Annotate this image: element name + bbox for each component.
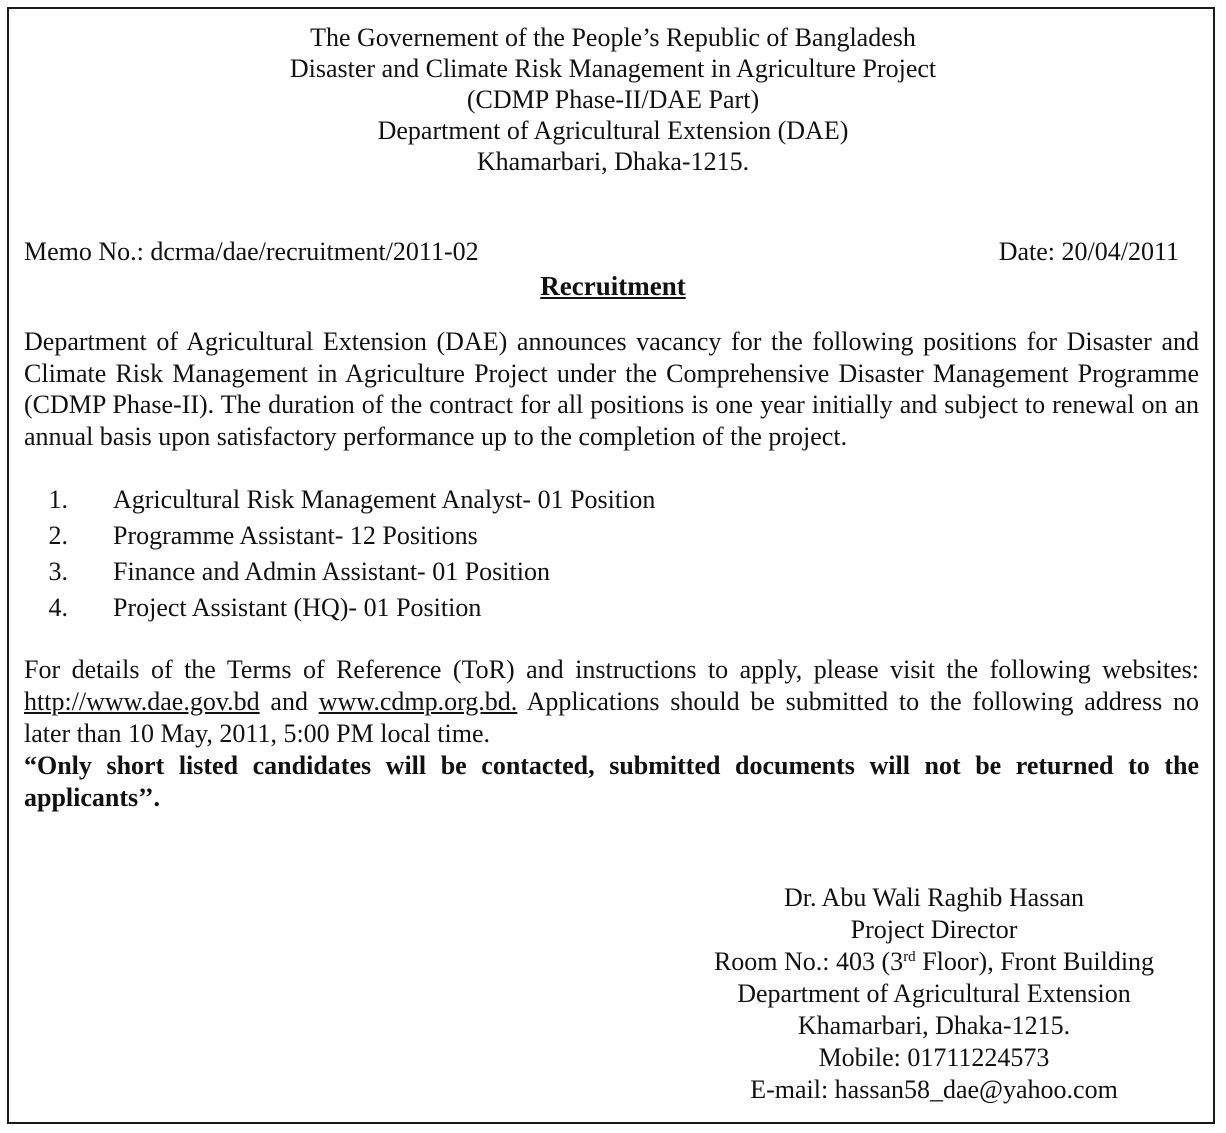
dae-website-link[interactable]: http://www.dae.gov.bd — [24, 687, 260, 716]
signatory-title: Project Director — [850, 915, 1018, 944]
details-paragraph — [24, 654, 1199, 750]
signature-block — [664, 882, 1204, 1106]
header-address: Khamarbari, Dhaka-1215. — [476, 147, 750, 176]
signatory-room: Room No.: 403 (3rd Floor), Front Building — [713, 947, 1155, 976]
position-number: 1. — [48, 485, 68, 514]
details-text-after: Applications should be submitted to the following address no later than 10 May, 2011, 5:00 PM local time. — [24, 687, 1199, 748]
header-government: The Governement of the People’s Republic of Bangladesh — [310, 23, 916, 52]
position-title: Agricultural Risk Management Analyst- 01 Position — [113, 485, 656, 514]
position-number: 2. — [48, 521, 68, 550]
position-title: Project Assistant (HQ)- 01 Position — [113, 593, 482, 622]
cdmp-website-link[interactable]: www.cdmp.org.bd. — [318, 687, 518, 716]
position-item — [24, 592, 1024, 628]
signatory-email: E-mail: hassan58_dae@yahoo.com — [750, 1075, 1118, 1104]
header-department: Department of Agricultural Extension (DAE) — [377, 116, 849, 145]
page-title: Recruitment — [540, 271, 686, 301]
intro-paragraph: Department of Agricultural Extension (DAE) announces vacancy for the following positions for Disaster and Climate Risk Management in Agriculture Project under the Comprehensive Disaster Management Programme (CDMP Phase-II). The duration of the contract for all positions is one year initially and subject to renewal on an annual basis upon satisfactory performance up to the completion of the project. — [24, 327, 1199, 451]
signatory-mobile: Mobile: 01711224573 — [818, 1043, 1050, 1072]
memo-number: Memo No.: dcrma/dae/recruitment/2011-02 — [24, 237, 479, 266]
position-item — [24, 556, 1024, 592]
position-item — [24, 484, 1024, 520]
header-phase: (CDMP Phase-II/DAE Part) — [466, 85, 760, 114]
position-title: Finance and Admin Assistant- 01 Position — [113, 557, 550, 586]
details-text-before: For details of the Terms of Reference (ToR) and instructions to apply, please visit the following websites: — [24, 655, 1199, 684]
signatory-address: Khamarbari, Dhaka-1215. — [797, 1011, 1071, 1040]
position-number: 3. — [48, 557, 68, 586]
position-item — [24, 520, 1024, 556]
positions-list — [24, 484, 1024, 628]
shortlist-note: “Only short listed candidates will be contacted, submitted documents will not be returned to the applicants’’. — [24, 751, 1199, 812]
signatory-name: Dr. Abu Wali Raghib Hassan — [783, 883, 1084, 912]
signatory-department: Department of Agricultural Extension — [737, 979, 1131, 1008]
document-header — [0, 22, 1226, 177]
header-project: Disaster and Climate Risk Management in Agriculture Project — [289, 54, 937, 83]
position-title: Programme Assistant- 12 Positions — [113, 521, 478, 550]
position-number: 4. — [48, 593, 68, 622]
memo-date: Date: 20/04/2011 — [998, 237, 1179, 266]
details-text-and: and — [259, 687, 319, 716]
